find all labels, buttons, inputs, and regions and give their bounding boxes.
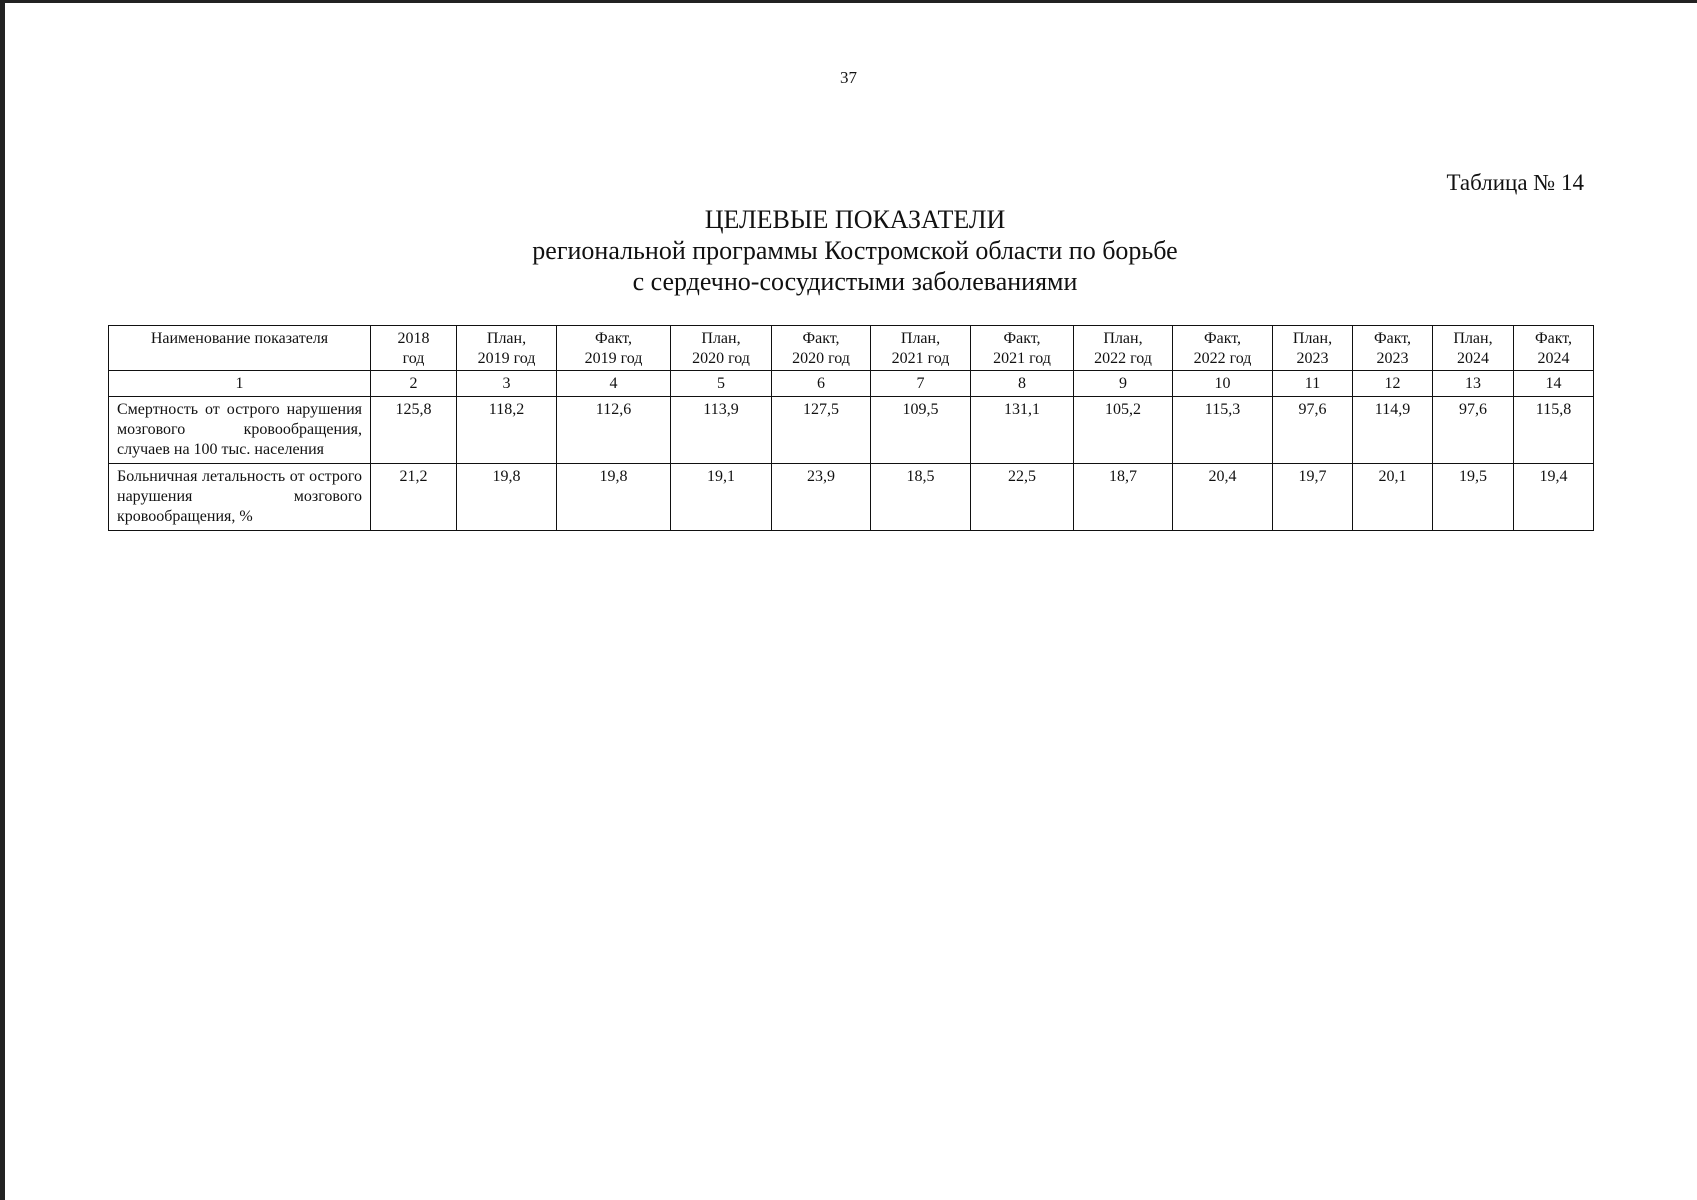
title-line-3: с сердечно-сосудистыми заболеваниями [632, 267, 1078, 296]
column-number: 2 [371, 371, 457, 397]
header-plan-2023: План, 2023 [1273, 326, 1353, 371]
header-fact-2019: Факт, 2019 год [557, 326, 671, 371]
value-cell: 112,6 [557, 397, 671, 464]
value-cell: 18,7 [1074, 464, 1173, 531]
scan-edge-top [0, 0, 1697, 3]
scan-edge-left [0, 0, 5, 1200]
value-cell: 131,1 [971, 397, 1074, 464]
value-cell: 20,1 [1353, 464, 1433, 531]
indicators-table [108, 325, 1594, 531]
value-cell: 97,6 [1273, 397, 1353, 464]
column-number: 11 [1273, 371, 1353, 397]
value-cell: 19,4 [1514, 464, 1594, 531]
column-number: 12 [1353, 371, 1433, 397]
column-number: 10 [1173, 371, 1273, 397]
header-plan-2020: План, 2020 год [671, 326, 772, 371]
value-cell: 115,3 [1173, 397, 1273, 464]
header-fact-2021: Факт, 2021 год [971, 326, 1074, 371]
value-cell: 127,5 [772, 397, 871, 464]
table-row [109, 397, 1594, 464]
column-number: 13 [1433, 371, 1514, 397]
value-cell: 22,5 [971, 464, 1074, 531]
header-plan-2024: План, 2024 [1433, 326, 1514, 371]
column-number: 4 [557, 371, 671, 397]
document-title [300, 204, 1410, 297]
header-fact-2023: Факт, 2023 [1353, 326, 1433, 371]
column-number: 5 [671, 371, 772, 397]
table-row [109, 464, 1594, 531]
value-cell: 115,8 [1514, 397, 1594, 464]
header-fact-2022: Факт, 2022 год [1173, 326, 1273, 371]
value-cell: 97,6 [1433, 397, 1514, 464]
header-plan-2022: План, 2022 год [1074, 326, 1173, 371]
value-cell: 19,8 [557, 464, 671, 531]
indicator-name: Смертность от острого нарушения мозгового кровообращения, случаев на 100 тыс. населения [109, 397, 371, 464]
value-cell: 19,8 [457, 464, 557, 531]
value-cell: 18,5 [871, 464, 971, 531]
column-number-row [109, 371, 1594, 397]
title-line-1: ЦЕЛЕВЫЕ ПОКАЗАТЕЛИ [704, 205, 1006, 234]
column-number: 14 [1514, 371, 1594, 397]
page-number: 37 [840, 68, 857, 87]
header-indicator-name: Наименование показателя [109, 326, 371, 371]
header-plan-2021: План, 2021 год [871, 326, 971, 371]
column-number: 9 [1074, 371, 1173, 397]
header-2018: 2018 год [371, 326, 457, 371]
column-number: 6 [772, 371, 871, 397]
value-cell: 21,2 [371, 464, 457, 531]
indicator-name: Больничная летальность от острого нарушения мозгового кровообращения, % [109, 464, 371, 531]
value-cell: 20,4 [1173, 464, 1273, 531]
header-fact-2020: Факт, 2020 год [772, 326, 871, 371]
value-cell: 19,7 [1273, 464, 1353, 531]
column-number: 7 [871, 371, 971, 397]
value-cell: 114,9 [1353, 397, 1433, 464]
value-cell: 23,9 [772, 464, 871, 531]
column-number: 1 [109, 371, 371, 397]
value-cell: 118,2 [457, 397, 557, 464]
value-cell: 105,2 [1074, 397, 1173, 464]
value-cell: 19,5 [1433, 464, 1514, 531]
value-cell: 19,1 [671, 464, 772, 531]
header-fact-2024: Факт, 2024 [1514, 326, 1594, 371]
column-number: 8 [971, 371, 1074, 397]
value-cell: 113,9 [671, 397, 772, 464]
value-cell: 125,8 [371, 397, 457, 464]
value-cell: 109,5 [871, 397, 971, 464]
table-label: Таблица № 14 [1446, 170, 1584, 195]
header-row [109, 326, 1594, 371]
column-number: 3 [457, 371, 557, 397]
title-line-2: региональной программы Костромской области по борьбе [532, 236, 1178, 265]
header-plan-2019: План, 2019 год [457, 326, 557, 371]
